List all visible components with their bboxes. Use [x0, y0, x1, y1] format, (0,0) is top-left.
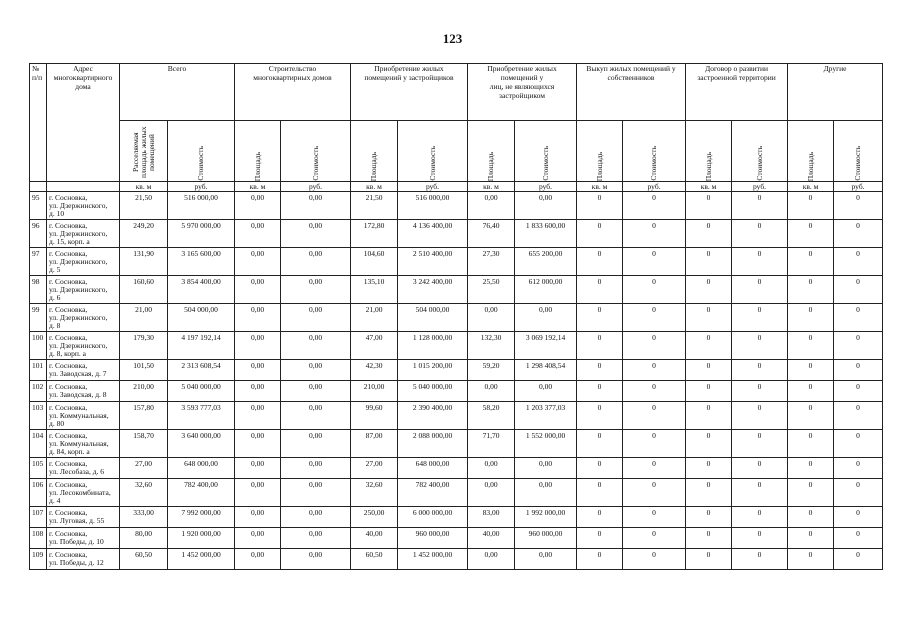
unit-rub: руб.	[281, 182, 351, 192]
table-row	[30, 549, 883, 570]
subheader-cost: Стоимость	[834, 121, 883, 182]
row-value: 504 000,00	[168, 304, 235, 332]
row-value: 1 015 200,00	[398, 360, 468, 381]
row-value: 0,00	[281, 192, 351, 220]
unit-sqm: кв. м	[577, 182, 623, 192]
row-value: 0,00	[235, 479, 281, 507]
row-value: 648 000,00	[398, 458, 468, 479]
row-value: 0	[686, 248, 732, 276]
row-value: 0	[732, 402, 788, 430]
row-value: 40,00	[351, 528, 398, 549]
subheader-area: Площадь	[577, 121, 623, 182]
row-value: 32,60	[120, 479, 168, 507]
row-value: 0	[788, 360, 834, 381]
table-row	[30, 479, 883, 507]
row-value: 135,10	[351, 276, 398, 304]
row-value: 87,00	[351, 430, 398, 458]
row-value: 0	[788, 430, 834, 458]
row-value: 0	[788, 549, 834, 570]
row-value: 0	[577, 220, 623, 248]
row-value: 3 242 400,00	[398, 276, 468, 304]
row-value: 2 390 400,00	[398, 402, 468, 430]
units-blank	[30, 182, 47, 192]
row-value: 0	[788, 276, 834, 304]
table-row	[30, 220, 883, 248]
row-value: 80,00	[120, 528, 168, 549]
row-value: 160,60	[120, 276, 168, 304]
row-value: 3 854 400,00	[168, 276, 235, 304]
row-value: 0	[623, 549, 686, 570]
row-number: 100	[30, 332, 47, 360]
subheader-area: Площадь	[351, 121, 398, 182]
row-value: 516 000,00	[168, 192, 235, 220]
row-value: 0	[788, 528, 834, 549]
row-value: 3 640 000,00	[168, 430, 235, 458]
row-value: 0	[686, 276, 732, 304]
header-total: Всего	[120, 64, 235, 121]
row-value: 59,20	[468, 360, 515, 381]
row-address: г. Сосновка, ул. Дзержинского, д. 8	[47, 304, 120, 332]
row-value: 0	[577, 304, 623, 332]
row-value: 0	[623, 332, 686, 360]
row-value: 3 165 600,00	[168, 248, 235, 276]
row-value: 0	[577, 360, 623, 381]
row-value: 960 000,00	[515, 528, 577, 549]
table-row	[30, 381, 883, 402]
row-value: 157,80	[120, 402, 168, 430]
row-value: 0,00	[235, 220, 281, 248]
row-value: 0	[623, 248, 686, 276]
row-value: 4 197 192,14	[168, 332, 235, 360]
unit-rub: руб.	[834, 182, 883, 192]
row-value: 0	[577, 528, 623, 549]
header-no: № п/п	[30, 64, 47, 182]
row-value: 0,00	[468, 479, 515, 507]
row-address: г. Сосновка, ул. Дзержинского, д. 15, корп. а	[47, 220, 120, 248]
units-blank	[47, 182, 120, 192]
row-value: 0,00	[235, 276, 281, 304]
unit-sqm: кв. м	[351, 182, 398, 192]
row-value: 2 510 400,00	[398, 248, 468, 276]
row-value: 21,50	[351, 192, 398, 220]
row-value: 0	[834, 276, 883, 304]
row-value: 0	[788, 402, 834, 430]
row-value: 0	[732, 220, 788, 248]
row-value: 516 000,00	[398, 192, 468, 220]
row-value: 0,00	[235, 304, 281, 332]
page-number: 123	[442, 31, 463, 46]
units-row	[30, 182, 883, 192]
row-value: 21,00	[351, 304, 398, 332]
row-value: 0,00	[281, 479, 351, 507]
row-value: 250,00	[351, 507, 398, 528]
row-value: 0	[577, 248, 623, 276]
row-address: г. Сосновка, ул. Коммунальная, д. 84, корп. а	[47, 430, 120, 458]
table-row	[30, 507, 883, 528]
table-row	[30, 402, 883, 430]
row-value: 0	[686, 507, 732, 528]
header-purchase-developers: Приобретение жилых помещений у застройщиков	[351, 64, 468, 121]
row-value: 0,00	[235, 528, 281, 549]
row-value: 99,60	[351, 402, 398, 430]
unit-rub: руб.	[168, 182, 235, 192]
row-value: 0	[732, 507, 788, 528]
row-value: 0	[732, 479, 788, 507]
row-value: 0	[686, 381, 732, 402]
row-value: 0	[788, 332, 834, 360]
row-value: 648 000,00	[168, 458, 235, 479]
row-value: 782 400,00	[168, 479, 235, 507]
row-value: 2 313 608,54	[168, 360, 235, 381]
row-value: 0	[623, 304, 686, 332]
row-value: 0	[788, 381, 834, 402]
subheader-area: Площадь	[468, 121, 515, 182]
row-value: 0	[577, 549, 623, 570]
row-value: 5 970 000,00	[168, 220, 235, 248]
subheader-area: Площадь	[788, 121, 834, 182]
row-value: 0	[834, 528, 883, 549]
row-value: 0	[686, 360, 732, 381]
row-value: 1 992 000,00	[515, 507, 577, 528]
row-value: 0	[577, 430, 623, 458]
row-value: 0,00	[515, 381, 577, 402]
row-value: 0	[577, 458, 623, 479]
row-value: 0,00	[468, 304, 515, 332]
unit-rub: руб.	[515, 182, 577, 192]
row-value: 5 040 000,00	[398, 381, 468, 402]
row-value: 0,00	[281, 381, 351, 402]
row-value: 60,50	[120, 549, 168, 570]
row-value: 0	[577, 381, 623, 402]
row-value: 0	[788, 192, 834, 220]
row-value: 0	[732, 248, 788, 276]
row-number: 107	[30, 507, 47, 528]
row-number: 95	[30, 192, 47, 220]
subheader-cost: Стоимость	[623, 121, 686, 182]
unit-rub: руб.	[732, 182, 788, 192]
row-value: 0,00	[468, 549, 515, 570]
row-value: 0,00	[281, 332, 351, 360]
row-value: 0,00	[281, 248, 351, 276]
row-value: 21,00	[120, 304, 168, 332]
row-number: 104	[30, 430, 47, 458]
row-value: 0,00	[235, 248, 281, 276]
row-value: 0	[732, 430, 788, 458]
row-value: 132,30	[468, 332, 515, 360]
row-value: 0	[686, 458, 732, 479]
row-value: 0	[577, 402, 623, 430]
row-value: 27,00	[351, 458, 398, 479]
row-value: 4 136 400,00	[398, 220, 468, 248]
row-value: 0	[788, 479, 834, 507]
row-value: 0	[686, 402, 732, 430]
row-value: 0	[834, 402, 883, 430]
row-value: 0,00	[235, 192, 281, 220]
row-value: 0	[732, 332, 788, 360]
row-value: 0,00	[281, 220, 351, 248]
row-value: 0,00	[515, 479, 577, 507]
row-value: 179,30	[120, 332, 168, 360]
row-value: 3 069 192,14	[515, 332, 577, 360]
row-value: 158,70	[120, 430, 168, 458]
row-value: 333,00	[120, 507, 168, 528]
row-value: 0	[623, 528, 686, 549]
row-value: 1 552 000,00	[515, 430, 577, 458]
unit-rub: руб.	[398, 182, 468, 192]
row-value: 0	[577, 192, 623, 220]
subheader-cost: Стоимость	[515, 121, 577, 182]
row-address: г. Сосновка, ул. Дзержинского, д. 10	[47, 192, 120, 220]
row-value: 0	[623, 360, 686, 381]
row-value: 782 400,00	[398, 479, 468, 507]
row-address: г. Сосновка, ул. Лесокомбината, д. 4	[47, 479, 120, 507]
row-value: 249,20	[120, 220, 168, 248]
row-value: 71,70	[468, 430, 515, 458]
header-buyout: Выкуп жилых помещений у собственников	[577, 64, 686, 121]
table-row	[30, 192, 883, 220]
header-address: Адрес многоквартирного дома	[47, 64, 120, 182]
row-value: 0	[834, 220, 883, 248]
row-value: 0	[788, 220, 834, 248]
table-row	[30, 332, 883, 360]
row-value: 40,00	[468, 528, 515, 549]
row-value: 0	[623, 430, 686, 458]
row-value: 1 203 377,03	[515, 402, 577, 430]
row-value: 0	[623, 402, 686, 430]
row-address: г. Сосновка, ул. Коммунальная, д. 80	[47, 402, 120, 430]
row-value: 27,00	[120, 458, 168, 479]
row-value: 0	[577, 507, 623, 528]
row-value: 0,00	[235, 430, 281, 458]
row-value: 0,00	[235, 549, 281, 570]
table-row	[30, 276, 883, 304]
row-value: 0	[834, 430, 883, 458]
unit-sqm: кв. м	[235, 182, 281, 192]
header-territory: Договор о развитии застроенной территории	[686, 64, 788, 121]
subheader-area: Площадь	[235, 121, 281, 182]
table-body	[30, 192, 883, 570]
row-value: 0,00	[515, 549, 577, 570]
table-row	[30, 248, 883, 276]
row-value: 25,50	[468, 276, 515, 304]
row-number: 101	[30, 360, 47, 381]
row-value: 0	[686, 192, 732, 220]
row-value: 0	[686, 332, 732, 360]
row-address: г. Сосновка, ул. Победы, д. 10	[47, 528, 120, 549]
row-value: 0,00	[235, 360, 281, 381]
table-row	[30, 360, 883, 381]
row-number: 103	[30, 402, 47, 430]
row-value: 0	[834, 332, 883, 360]
subheader-cost: Стоимость	[281, 121, 351, 182]
row-value: 0	[834, 479, 883, 507]
unit-sqm: кв. м	[120, 182, 168, 192]
row-address: г. Сосновка, ул. Лесобаза, д. 6	[47, 458, 120, 479]
row-value: 76,40	[468, 220, 515, 248]
row-value: 0	[623, 507, 686, 528]
row-address: г. Сосновка, ул. Заводская, д. 8	[47, 381, 120, 402]
row-address: г. Сосновка, ул. Дзержинского, д. 8, корп. а	[47, 332, 120, 360]
row-value: 0	[577, 276, 623, 304]
row-value: 5 040 000,00	[168, 381, 235, 402]
row-number: 108	[30, 528, 47, 549]
row-value: 0	[732, 528, 788, 549]
row-value: 0	[834, 507, 883, 528]
row-value: 210,00	[120, 381, 168, 402]
row-value: 612 000,00	[515, 276, 577, 304]
row-value: 0	[577, 332, 623, 360]
row-number: 105	[30, 458, 47, 479]
row-value: 0	[834, 248, 883, 276]
row-value: 0	[732, 360, 788, 381]
row-value: 0	[623, 276, 686, 304]
row-value: 172,80	[351, 220, 398, 248]
table-row	[30, 304, 883, 332]
row-value: 0,00	[281, 430, 351, 458]
row-value: 0,00	[468, 192, 515, 220]
row-value: 0	[686, 430, 732, 458]
row-value: 0	[623, 192, 686, 220]
row-value: 3 593 777,03	[168, 402, 235, 430]
row-value: 0	[623, 381, 686, 402]
row-value: 101,50	[120, 360, 168, 381]
subheader-cost: Стоимость	[398, 121, 468, 182]
row-value: 0	[732, 549, 788, 570]
row-value: 0	[732, 304, 788, 332]
resettlement-table	[29, 63, 883, 570]
row-value: 655 200,00	[515, 248, 577, 276]
row-address: г. Сосновка, ул. Дзержинского, д. 5	[47, 248, 120, 276]
row-number: 97	[30, 248, 47, 276]
row-value: 0,00	[515, 304, 577, 332]
subheader-cost: Стоимость	[732, 121, 788, 182]
row-value: 0	[788, 507, 834, 528]
row-number: 102	[30, 381, 47, 402]
row-value: 0	[834, 458, 883, 479]
row-value: 0	[623, 479, 686, 507]
header-purchase-non-developers: Приобретение жилых помещений у лиц, не являющихся застройщиком	[468, 64, 577, 121]
table-row	[30, 458, 883, 479]
row-value: 0,00	[468, 458, 515, 479]
row-value: 0,00	[468, 381, 515, 402]
table-row	[30, 528, 883, 549]
subheader-area: Площадь	[686, 121, 732, 182]
header-other: Другие	[788, 64, 883, 121]
row-value: 1 298 408,54	[515, 360, 577, 381]
row-value: 0	[732, 192, 788, 220]
row-value: 21,50	[120, 192, 168, 220]
subheader-row	[30, 121, 883, 182]
row-value: 0	[834, 549, 883, 570]
row-value: 0	[732, 276, 788, 304]
row-value: 0	[686, 304, 732, 332]
row-value: 83,00	[468, 507, 515, 528]
table-row	[30, 430, 883, 458]
row-value: 131,90	[120, 248, 168, 276]
row-value: 0	[788, 304, 834, 332]
row-value: 0	[686, 528, 732, 549]
row-value: 0	[788, 458, 834, 479]
row-value: 0,00	[281, 507, 351, 528]
row-value: 0	[834, 360, 883, 381]
row-value: 1 833 600,00	[515, 220, 577, 248]
row-value: 0,00	[235, 458, 281, 479]
row-number: 96	[30, 220, 47, 248]
row-value: 1 452 000,00	[398, 549, 468, 570]
row-value: 6 000 000,00	[398, 507, 468, 528]
header-construction: Строительство многоквартирных домов	[235, 64, 351, 121]
row-value: 0,00	[281, 402, 351, 430]
row-value: 0	[834, 192, 883, 220]
row-number: 99	[30, 304, 47, 332]
row-value: 0	[686, 549, 732, 570]
row-value: 104,60	[351, 248, 398, 276]
row-value: 960 000,00	[398, 528, 468, 549]
row-address: г. Сосновка, ул. Заводская, д. 7	[47, 360, 120, 381]
row-value: 0,00	[515, 192, 577, 220]
row-value: 0	[623, 458, 686, 479]
row-value: 60,50	[351, 549, 398, 570]
row-value: 1 920 000,00	[168, 528, 235, 549]
row-value: 2 088 000,00	[398, 430, 468, 458]
row-address: г. Сосновка, ул. Луговая, д. 55	[47, 507, 120, 528]
row-value: 0	[834, 381, 883, 402]
subheader-resettled-area: Расселяемая площадь жилых помещений	[120, 121, 168, 182]
row-value: 47,00	[351, 332, 398, 360]
row-value: 0,00	[235, 507, 281, 528]
row-address: г. Сосновка, ул. Дзержинского, д. 6	[47, 276, 120, 304]
row-value: 0	[732, 381, 788, 402]
row-value: 0,00	[281, 528, 351, 549]
row-value: 0,00	[235, 402, 281, 430]
row-value: 0	[788, 248, 834, 276]
row-value: 504 000,00	[398, 304, 468, 332]
row-number: 98	[30, 276, 47, 304]
row-value: 0,00	[281, 276, 351, 304]
unit-sqm: кв. м	[468, 182, 515, 192]
row-value: 58,20	[468, 402, 515, 430]
unit-sqm: кв. м	[686, 182, 732, 192]
row-value: 0,00	[515, 458, 577, 479]
row-value: 1 452 000,00	[168, 549, 235, 570]
row-value: 0,00	[281, 549, 351, 570]
row-value: 0	[686, 479, 732, 507]
row-value: 0,00	[281, 458, 351, 479]
row-number: 109	[30, 549, 47, 570]
row-value: 0,00	[235, 332, 281, 360]
row-value: 42,30	[351, 360, 398, 381]
unit-rub: руб.	[623, 182, 686, 192]
row-value: 210,00	[351, 381, 398, 402]
row-value: 0	[732, 458, 788, 479]
unit-sqm: кв. м	[788, 182, 834, 192]
row-value: 7 992 000,00	[168, 507, 235, 528]
row-value: 0,00	[281, 360, 351, 381]
row-number: 106	[30, 479, 47, 507]
row-value: 0	[623, 220, 686, 248]
row-address: г. Сосновка, ул. Победы, д. 12	[47, 549, 120, 570]
row-value: 0,00	[281, 304, 351, 332]
row-value: 27,30	[468, 248, 515, 276]
row-value: 1 128 000,00	[398, 332, 468, 360]
row-value: 0,00	[235, 381, 281, 402]
subheader-cost: Стоимость	[168, 121, 235, 182]
row-value: 0	[834, 304, 883, 332]
row-value: 32,60	[351, 479, 398, 507]
row-value: 0	[577, 479, 623, 507]
row-value: 0	[686, 220, 732, 248]
